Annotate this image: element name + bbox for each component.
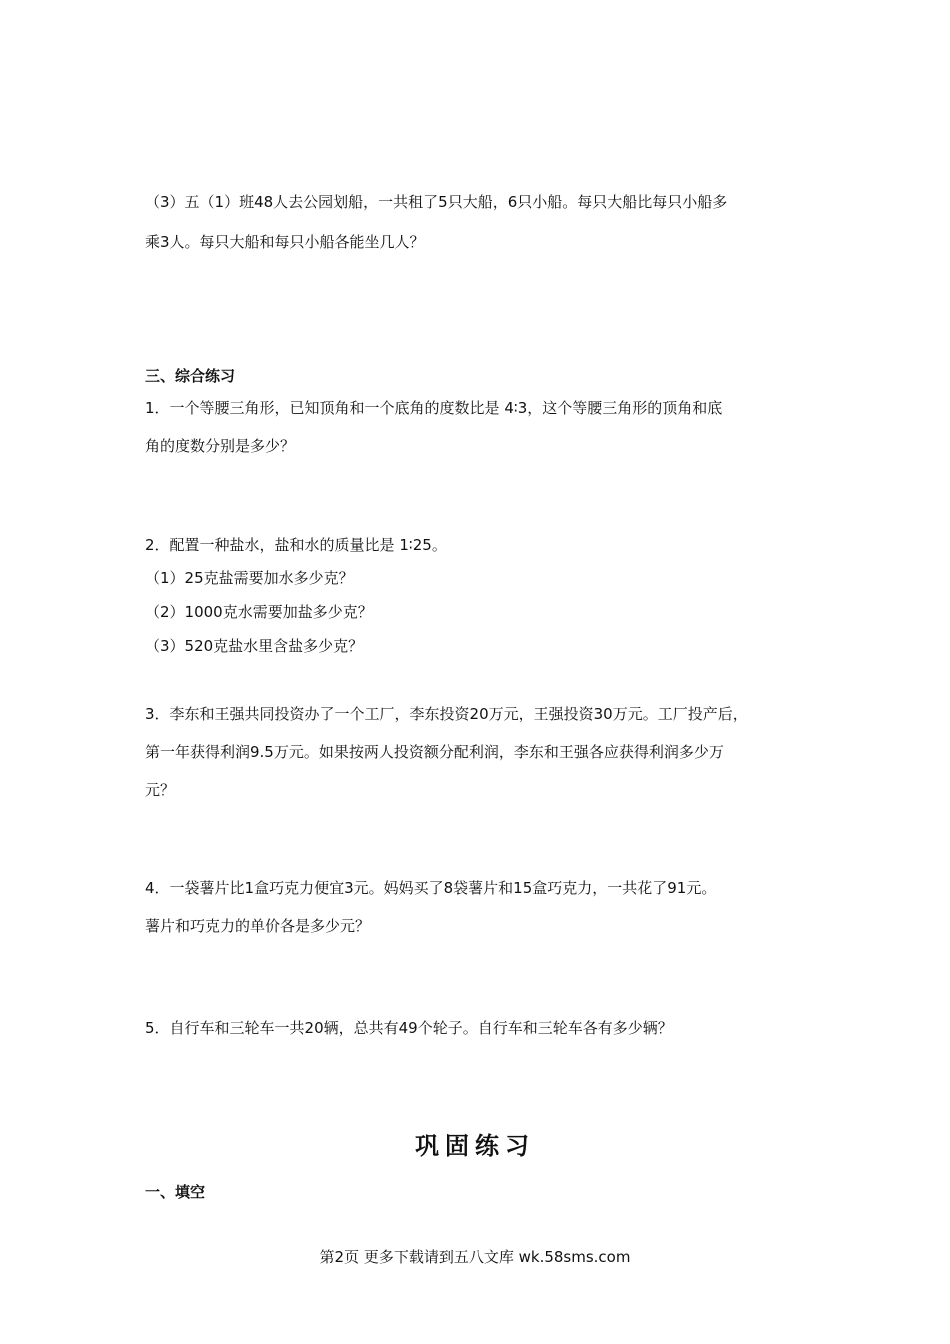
problem-3-line-3: 元？ [145,781,176,799]
problem-2-line-1: 2．配置一种盐水，盐和水的质量比是 1∶25。 [145,536,447,554]
problem-2-sub-3: （3）520克盐水里含盐多少克？ [145,637,364,655]
consolidation-title: 巩固练习 [415,1132,535,1160]
fill-in-section-heading: 一、填空 [145,1183,206,1201]
problem-3-line-2: 第一年获得利润9.5万元。如果按两人投资额分配利润，李东和王强各应获得利润多少万 [145,743,724,761]
problem-3-part-3-line-2: 乘3人。每只大船和每只小船各能坐几人？ [145,233,425,251]
problem-1-line-1: 1．一个等腰三角形，已知顶角和一个底角的度数比是 4∶3，这个等腰三角形的顶角和底 [145,399,723,417]
problem-4-line-1: 4．一袋薯片比1盒巧克力便宜3元。妈妈买了8袋薯片和15盒巧克力，一共花了91元。 [145,879,717,897]
section-3-heading: 三、综合练习 [145,367,236,385]
problem-5-line-1: 5．自行车和三轮车一共20辆，总共有49个轮子。自行车和三轮车各有多少辆？ [145,1019,673,1037]
problem-1-line-2: 角的度数分别是多少？ [145,437,296,455]
problem-2-sub-2: （2）1000克水需要加盐多少克？ [145,603,373,621]
problem-2-sub-1: （1）25克盐需要加水多少克？ [145,569,354,587]
problem-3-part-3-line-1: （3）五（1）班48人去公园划船，一共租了5只大船，6只小船。每只大船比每只小船多 [145,193,728,211]
page-footer: 第2页 更多下载请到五八文库 wk.58sms.com [319,1248,631,1266]
problem-3-line-1: 3．李东和王强共同投资办了一个工厂，李东投资20万元，王强投资30万元。工厂投产后， [145,705,748,723]
problem-4-line-2: 薯片和巧克力的单价各是多少元？ [145,917,371,935]
